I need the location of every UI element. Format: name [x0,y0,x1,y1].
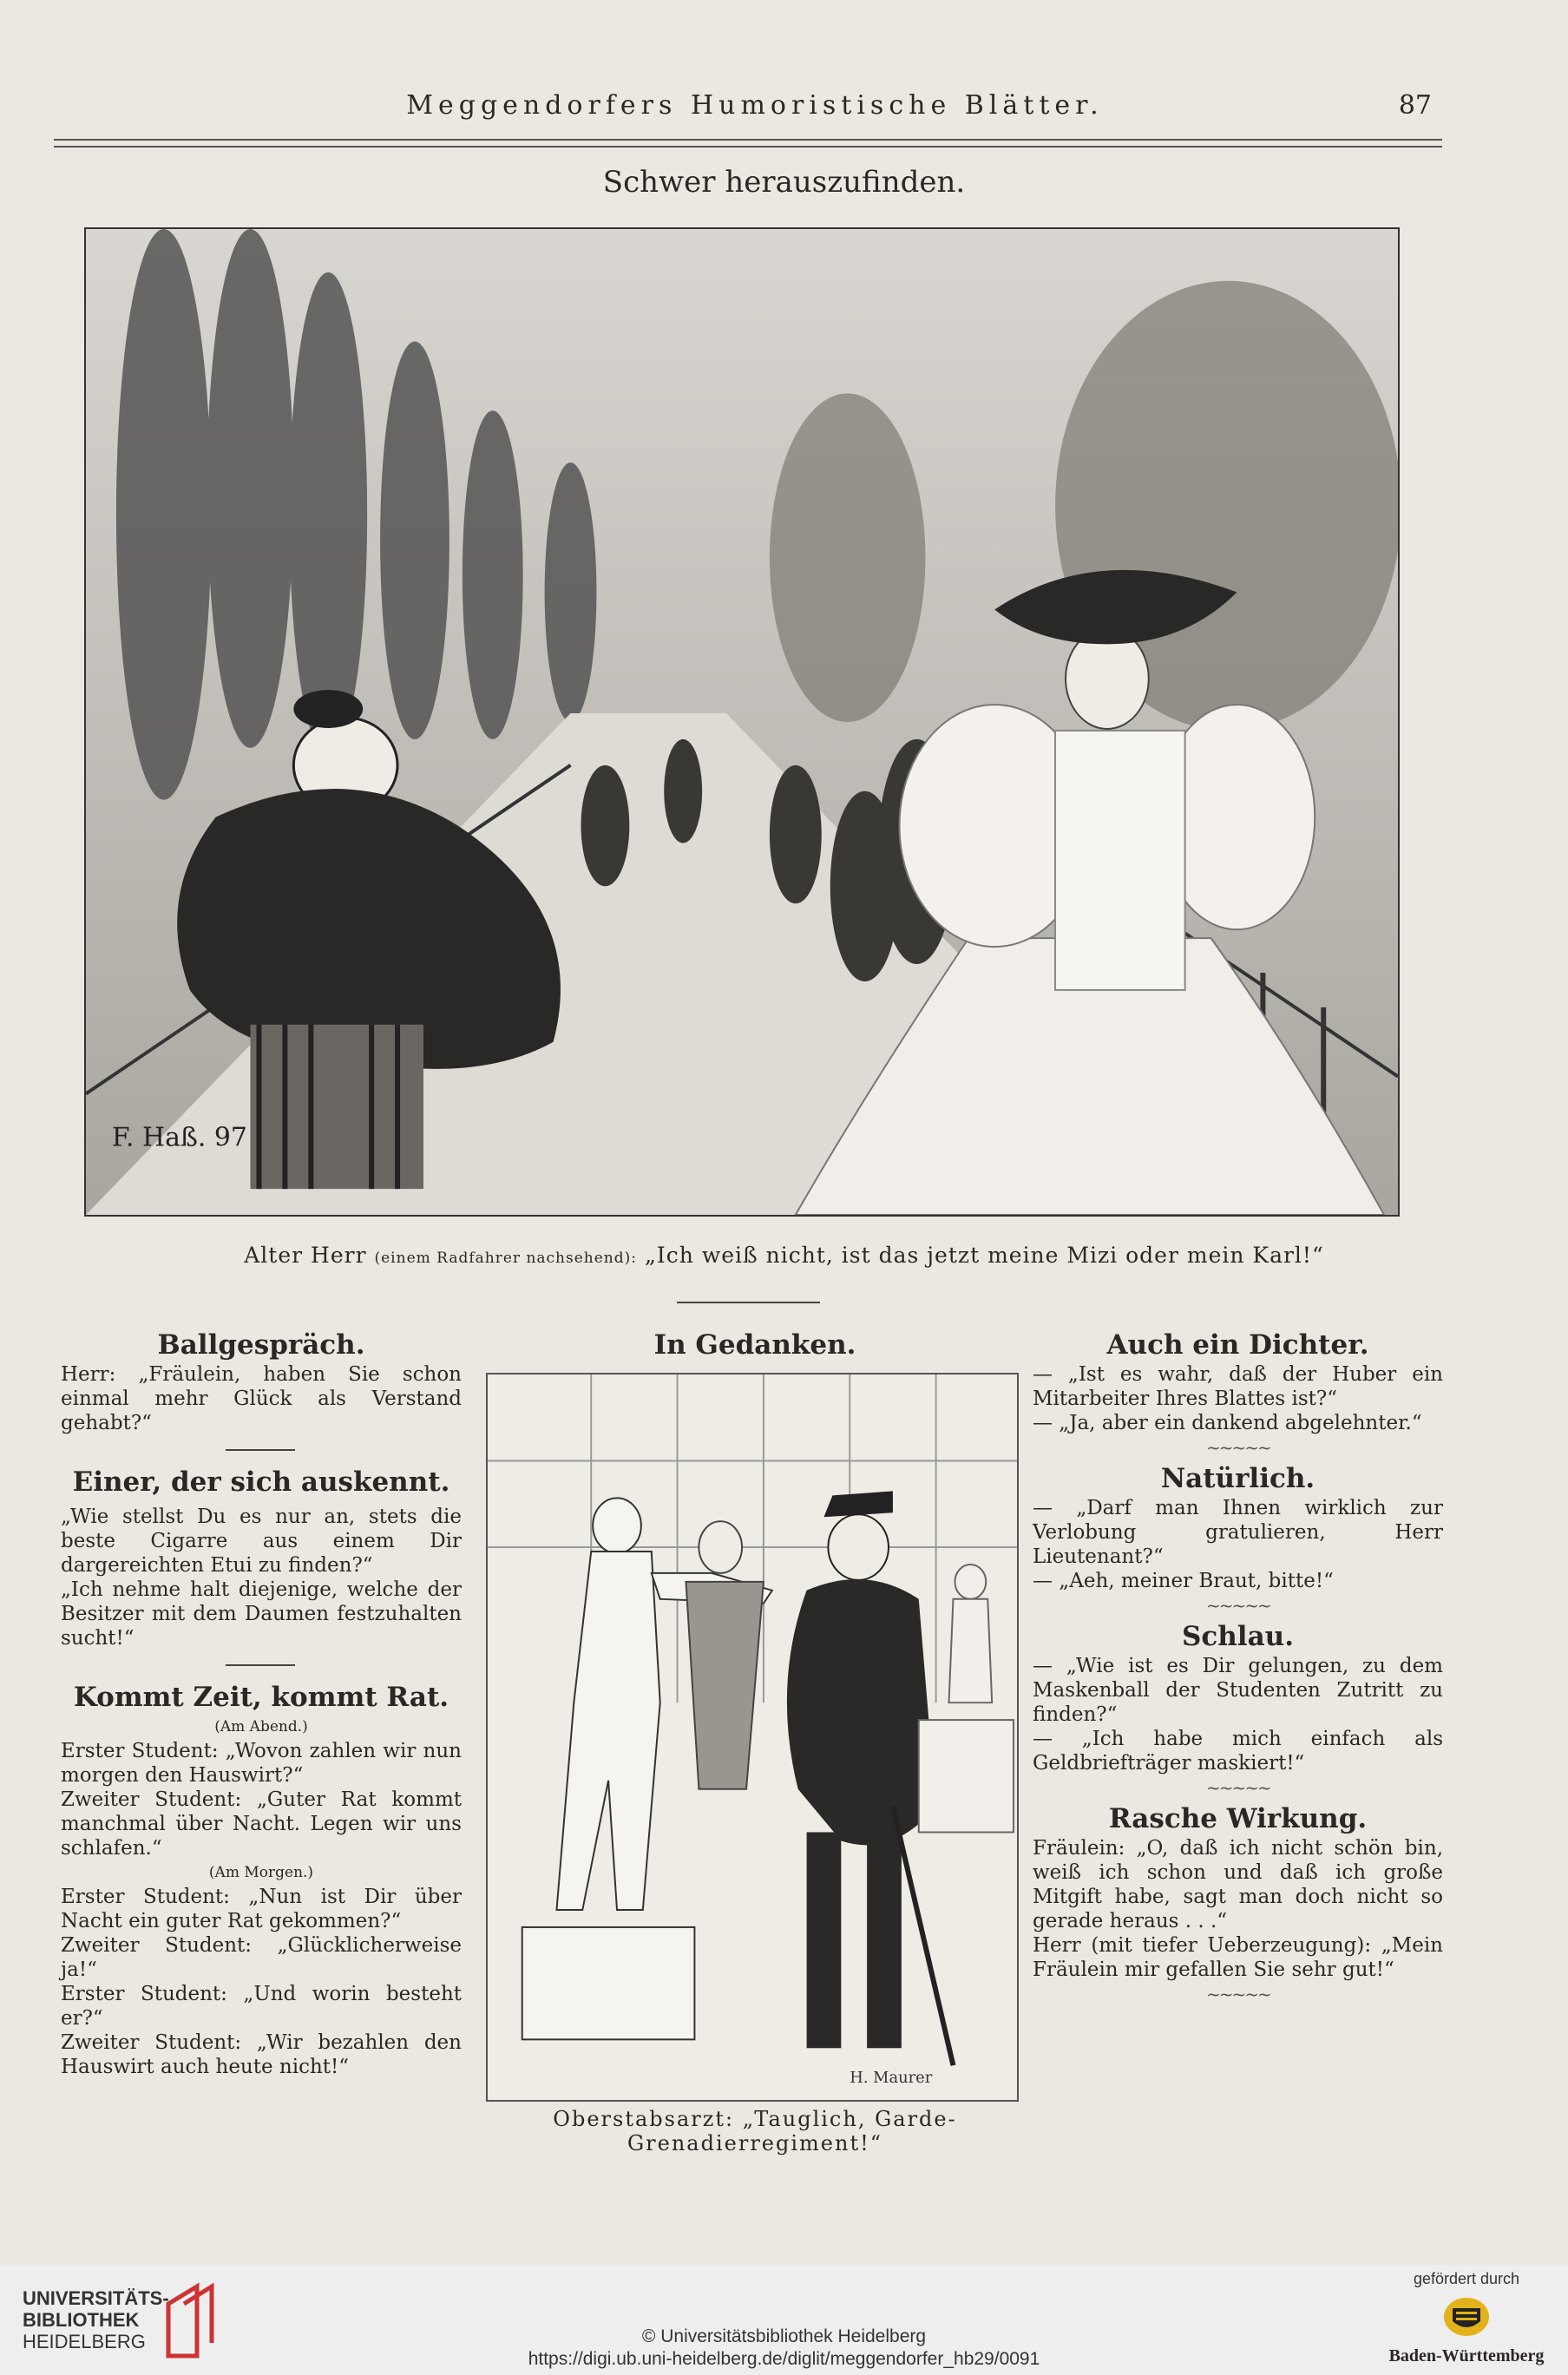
joke-paragraph: — „Ja, aber ein dankend abgelehnter.“ [1033,1412,1422,1434]
joke-paragraph: „Ich nehme halt diejenige, welche der Besitzer mit dem Daumen festzuhalten sucht!“ [61,1578,462,1650]
left-column [61,1328,462,2079]
middle-illustration [486,1373,1019,2102]
joke-paragraph: Fräulein: „O, daß ich nicht schön bin, weiß ich schon und daß ich große Mitgift habe, sagt man doch nicht so gerade heraus . . .“ [1033,1837,1443,1932]
joke-paragraph: Erster Student: „Wovon zahlen wir nun morgen den Hauswirt?“ [61,1740,462,1787]
section-title: Kommt Zeit, kommt Rat. [73,1682,449,1713]
source-url-link[interactable]: https://digi.ub.uni-heidelberg.de/diglit/meggendorfer_hb29/0091 [528,2349,1040,2369]
main-illustration [84,227,1400,1217]
copyright-block [0,2326,1568,2371]
time-note: (Am Morgen.) [208,1864,314,1881]
section-title: Rasche Wirkung. [1108,1803,1368,1834]
joke-paragraph: „Wie stellst Du es nur an, stets die beste Cigarre aus einem Dir dargereichten Etui zu finden?“ [61,1506,462,1577]
section-title: Ballgespräch. [157,1329,365,1361]
time-note: (Am Abend.) [214,1718,308,1735]
joke-paragraph: Zweiter Student: „Glücklicherweise ja!“ [61,1934,462,1981]
copyright-text: © Universitätsbibliothek Heidelberg [641,2326,927,2346]
park-promenade-drawing [86,229,1398,1215]
joke-paragraph: — „Wie ist es Dir gelungen, zu dem Maskenball der Studenten Zutritt zu finden?“ [1033,1655,1443,1726]
main-caption [0,1243,1568,1268]
page-number: 87 [1398,90,1432,121]
running-header [78,90,1432,125]
caption-speaker: Alter Herr [244,1243,367,1268]
joke-paragraph: Herr (mit tiefer Ueberzeugung): „Mein Fräulein mir gefallen Sie sehr gut!“ [1033,1934,1443,1981]
section-title: Natürlich. [1160,1463,1315,1494]
middle-cartoon-title: In Gedanken. [653,1329,856,1361]
joke-paragraph: — „Darf man Ihnen wirklich zur Verlobung gratulieren, Herr Lieutenant?“ [1033,1497,1443,1568]
library-name: UNIVERSITÄTS- BIBLIOTHEK HEIDELBERG [23,2287,169,2352]
joke-paragraph: Zweiter Student: „Wir bezahlen den Hauswirt auch heute nicht!“ [61,2031,462,2078]
magazine-title: Meggendorfers Humoristische Blätter. [406,90,1104,121]
funded-by-label: gefördert durch [1413,2270,1520,2287]
state-name: Baden-Württemberg [1388,2346,1545,2365]
section-title: Schlau. [1182,1621,1294,1652]
illustrator-signature: F. Haß. 97 [111,1122,247,1153]
main-cartoon-title: Schwer herauszufinden. [602,165,966,200]
right-column: Auch ein Dichter. — „Ist es wahr, daß der Huber ein Mitarbeiter Ihres Blattes ist?“ — „Ja, aber ein dankend abgelehnter.“ ~~~~~ Natürlich. — „Darf man Ihnen wirklich zur Verlobung gratulieren, Herr Lieutenant?“ — „Aeh, meiner Braut, bitte!“ ~~~~~ Schlau. — „Wie ist es Dir gelungen, zu dem Maskenball der Studenten Zutritt zu finden?“ — „Ich habe mich einfach als Geldbriefträger maskiert!“ ~~~~~ Rasche Wirkung. Fräulein: „O, daß ich nicht schön bin, weiß ich schon und daß ich große Mitgift habe, sagt man doch nicht so gerade heraus . . .“ Herr (mit tiefer Ueberzeugung): „Mein Fräulein mir gefallen Sie sehr gut!“ ~~~~~ [1033,1329,1443,2004]
statue-and-officer-drawing [488,1374,1017,2100]
cartoon-signature: H. Maurer [850,2069,933,2088]
joke-paragraph: Erster Student: „Nun ist Dir über Nacht ein guter Rat gekommen?“ [61,1886,462,1932]
joke-paragraph: — „Ich habe mich einfach als Geldbriefträger maskiert!“ [1033,1728,1443,1775]
joke-paragraph: Herr: „Fräulein, haben Sie schon einmal mehr Glück als Verstand gehabt?“ [61,1363,462,1434]
joke-paragraph: Erster Student: „Und worin besteht er?“ [61,1983,462,2030]
joke-paragraph: — „Ist es wahr, daß der Huber ein Mitarbeiter Ihres Blattes ist?“ [1033,1363,1443,1410]
header-rule [54,139,1442,148]
joke-paragraph: Zweiter Student: „Guter Rat kommt manchmal über Nacht. Legen wir uns schlafen.“ [61,1788,462,1860]
section-title: Auch ein Dichter. [1106,1329,1369,1361]
caption-divider [677,1302,820,1303]
middle-caption: Oberstabsarzt: „Tauglich, Garde-Grenadierregiment!“ [553,2107,957,2155]
joke-paragraph: — „Aeh, meiner Braut, bitte!“ [1033,1570,1334,1592]
caption-quote: „Ich weiß nicht, ist das jetzt meine Mizi oder mein Karl!“ [644,1243,1324,1268]
caption-stage-note: (einem Radfahrer nachsehend): [374,1250,637,1267]
section-title: Einer, der sich auskennt. [72,1466,450,1498]
